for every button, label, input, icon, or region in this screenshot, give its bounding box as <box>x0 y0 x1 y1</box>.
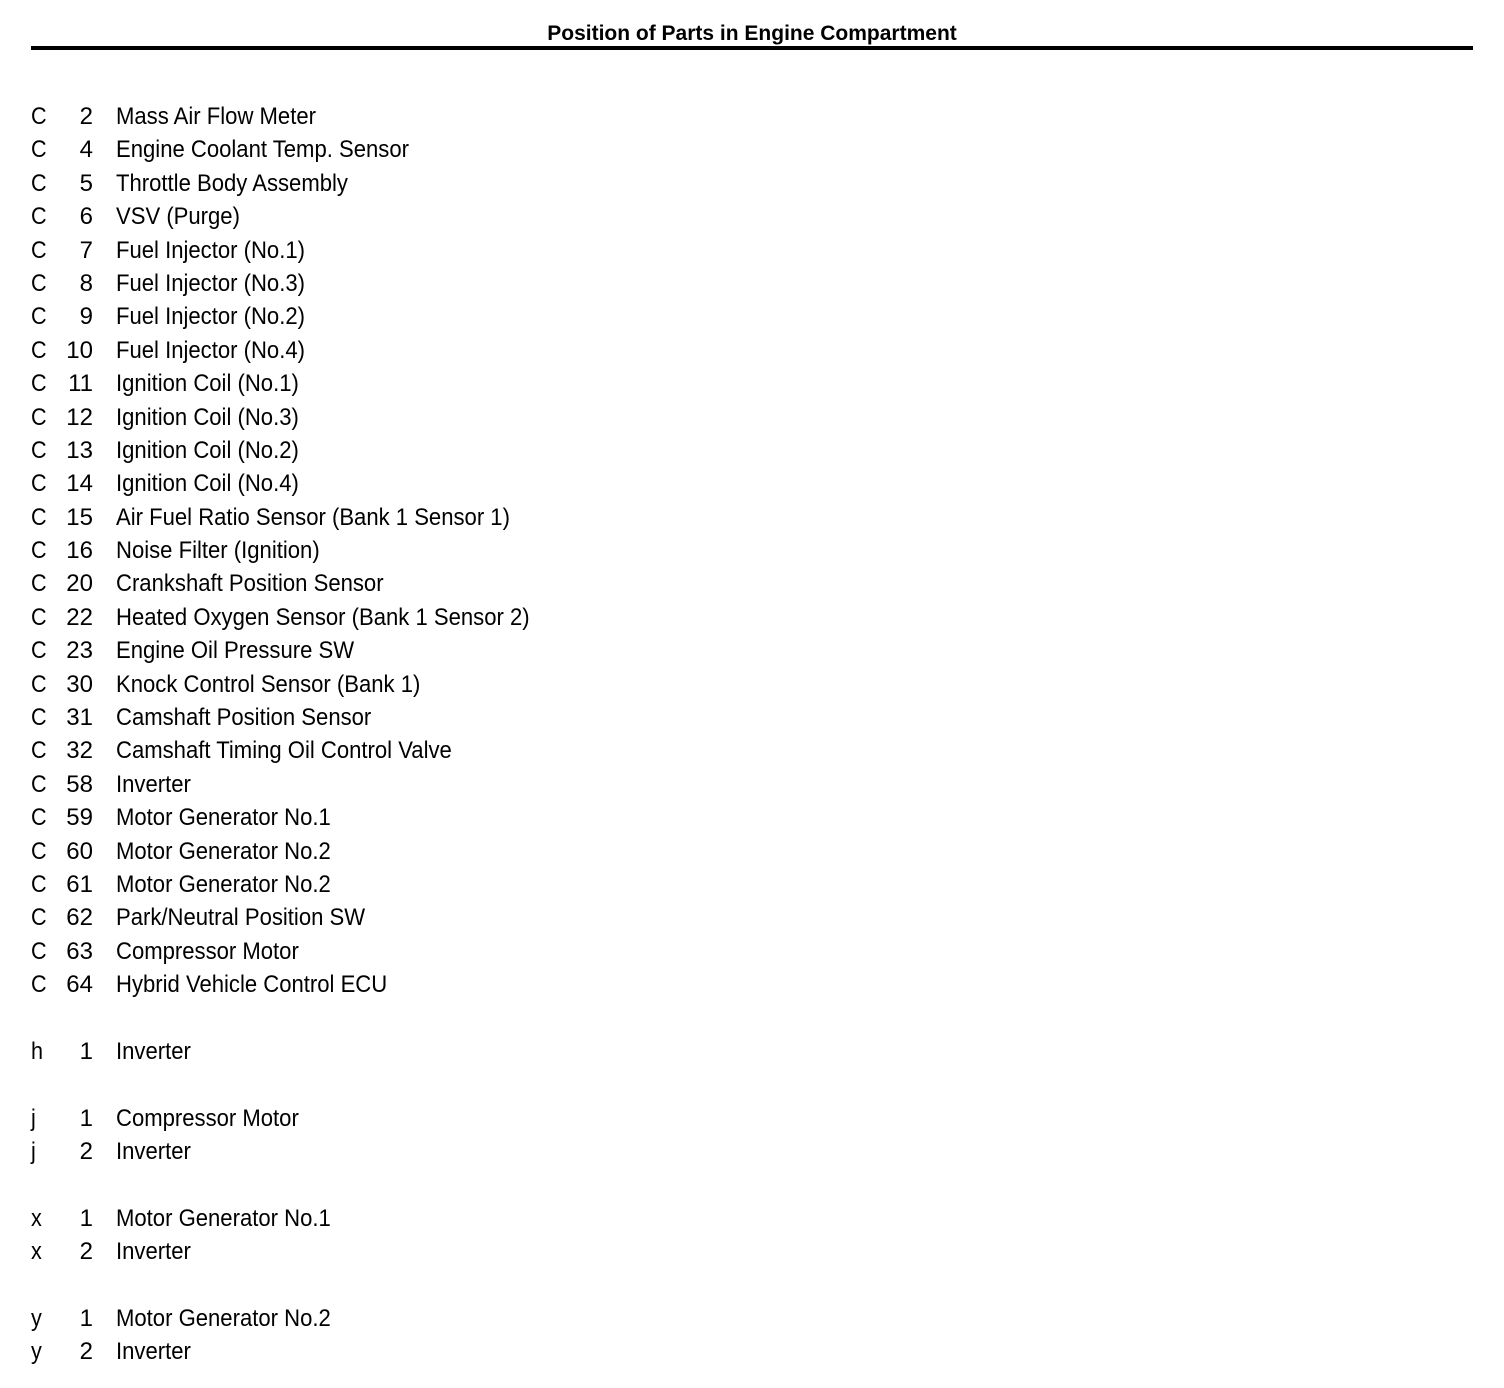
connector-code: C <box>31 904 47 932</box>
connector-number: 7 <box>79 236 93 264</box>
connector-number: 13 <box>66 436 93 464</box>
connector-code: C <box>31 470 47 498</box>
list-item <box>31 734 931 767</box>
part-name: Fuel Injector (No.2) <box>116 303 305 331</box>
connector-code: C <box>31 303 47 331</box>
list-item <box>31 401 931 434</box>
part-name: Compressor Motor <box>116 1104 299 1132</box>
list-item <box>31 234 931 267</box>
connector-code: C <box>31 837 47 865</box>
list-item <box>31 835 931 868</box>
connector-number: 2 <box>79 1338 93 1366</box>
connector-number: 30 <box>66 670 93 698</box>
connector-code: C <box>31 770 47 798</box>
list-item <box>31 567 931 600</box>
part-name: Fuel Injector (No.1) <box>116 236 305 264</box>
connector-number: 15 <box>66 503 93 531</box>
part-name: Motor Generator No.1 <box>116 804 331 832</box>
connector-number: 58 <box>66 770 93 798</box>
list-item <box>31 701 931 734</box>
connector-number: 2 <box>79 103 93 130</box>
list-item <box>31 367 931 400</box>
list-item <box>31 1135 931 1168</box>
connector-code: C <box>31 971 47 999</box>
connector-code: C <box>31 336 47 364</box>
part-name: Heated Oxygen Sensor (Bank 1 Sensor 2) <box>116 603 530 631</box>
connector-number: 20 <box>66 570 93 598</box>
part-name: Hybrid Vehicle Control ECU <box>116 971 388 999</box>
connector-code: x <box>31 1204 42 1232</box>
list-item <box>31 601 931 634</box>
part-name: Camshaft Position Sensor <box>116 704 372 732</box>
list-item <box>31 801 931 834</box>
list-item <box>31 1302 931 1335</box>
connector-number: 1 <box>79 1305 93 1333</box>
list-item <box>31 1335 931 1368</box>
connector-number: 12 <box>66 403 93 431</box>
list-item <box>31 300 931 333</box>
connector-number: 4 <box>79 136 93 164</box>
part-name: Ignition Coil (No.4) <box>116 470 299 498</box>
connector-number: 63 <box>66 937 93 965</box>
connector-number: 64 <box>66 971 93 999</box>
part-name: Motor Generator No.1 <box>116 1204 331 1232</box>
connector-code: C <box>31 670 47 698</box>
connector-code: C <box>31 136 47 164</box>
list-item <box>31 267 931 300</box>
connector-code: C <box>31 570 47 598</box>
part-name: Camshaft Timing Oil Control Valve <box>116 737 452 765</box>
list-item <box>31 1102 931 1135</box>
connector-number: 11 <box>68 370 93 398</box>
list-item <box>31 1035 931 1068</box>
connector-code: C <box>31 236 47 264</box>
list-item <box>31 334 931 367</box>
connector-number: 60 <box>66 837 93 865</box>
part-name: Inverter <box>116 1037 191 1065</box>
part-name: Throttle Body Assembly <box>116 169 348 197</box>
list-item <box>31 200 931 233</box>
connector-number: 62 <box>66 904 93 932</box>
connector-number: 1 <box>79 1104 93 1132</box>
connector-code: h <box>31 1037 44 1065</box>
list-item <box>31 634 931 667</box>
part-name: Inverter <box>116 1338 191 1366</box>
connector-number: 10 <box>66 336 93 364</box>
connector-code: x <box>31 1238 42 1266</box>
connector-code: j <box>31 1138 36 1166</box>
list-item <box>31 133 931 166</box>
list-item <box>31 167 931 200</box>
part-name: Engine Oil Pressure SW <box>116 637 355 665</box>
connector-number: 2 <box>79 1138 93 1166</box>
connector-number: 1 <box>79 1204 93 1232</box>
connector-code: C <box>31 436 47 464</box>
connector-code: y <box>31 1305 42 1333</box>
connector-code: j <box>31 1104 36 1132</box>
part-name: Compressor Motor <box>116 937 299 965</box>
page-title: Position of Parts in Engine Compartment <box>547 22 957 45</box>
part-name: Crankshaft Position Sensor <box>116 570 384 598</box>
connector-code: C <box>31 804 47 832</box>
list-item <box>31 868 931 901</box>
list-item <box>31 1202 931 1235</box>
connector-code: C <box>31 870 47 898</box>
connector-number: 16 <box>66 537 93 565</box>
connector-number: 1 <box>79 1037 93 1065</box>
part-name: Ignition Coil (No.2) <box>116 436 299 464</box>
connector-number: 2 <box>79 1238 93 1266</box>
part-name: Mass Air Flow Meter <box>116 103 316 130</box>
connector-code: C <box>31 103 47 130</box>
connector-code: C <box>31 737 47 765</box>
connector-code: C <box>31 603 47 631</box>
list-item <box>31 668 931 701</box>
connector-code: C <box>31 704 47 732</box>
part-name: Ignition Coil (No.3) <box>116 403 299 431</box>
list-item <box>31 901 931 934</box>
title-rule <box>31 46 1473 50</box>
connector-code: C <box>31 637 47 665</box>
list-item <box>31 501 931 534</box>
part-name: Noise Filter (Ignition) <box>116 537 320 565</box>
connector-number: 61 <box>66 870 93 898</box>
connector-code: C <box>31 537 47 565</box>
connector-code: y <box>31 1338 42 1366</box>
part-name: VSV (Purge) <box>116 203 240 231</box>
connector-number: 23 <box>66 637 93 665</box>
connector-number: 6 <box>79 203 93 231</box>
list-item <box>31 534 931 567</box>
part-name: Motor Generator No.2 <box>116 870 331 898</box>
part-name: Fuel Injector (No.4) <box>116 336 305 364</box>
list-item <box>31 434 931 467</box>
part-name: Inverter <box>116 1138 191 1166</box>
connector-code: C <box>31 370 47 398</box>
part-name: Knock Control Sensor (Bank 1) <box>116 670 421 698</box>
list-item <box>31 100 931 133</box>
connector-number: 59 <box>66 804 93 832</box>
part-name: Park/Neutral Position SW <box>116 904 366 932</box>
part-name: Motor Generator No.2 <box>116 837 331 865</box>
connector-code: C <box>31 269 47 297</box>
part-name: Air Fuel Ratio Sensor (Bank 1 Sensor 1) <box>116 503 510 531</box>
connector-code: C <box>31 169 47 197</box>
connector-code: C <box>31 937 47 965</box>
part-name: Inverter <box>116 1238 191 1266</box>
connector-code: C <box>31 503 47 531</box>
list-item <box>31 768 931 801</box>
part-name: Motor Generator No.2 <box>116 1305 331 1333</box>
connector-number: 31 <box>66 704 93 732</box>
connector-number: 9 <box>79 303 93 331</box>
part-name: Engine Coolant Temp. Sensor <box>116 136 409 164</box>
connector-number: 32 <box>66 737 93 765</box>
list-item <box>31 1235 931 1268</box>
part-name: Fuel Injector (No.3) <box>116 269 305 297</box>
connector-number: 5 <box>79 169 93 197</box>
connector-number: 22 <box>66 603 93 631</box>
connector-number: 14 <box>66 470 93 498</box>
part-name: Inverter <box>116 770 191 798</box>
parts-list <box>31 100 931 1369</box>
connector-code: C <box>31 203 47 231</box>
part-name: Ignition Coil (No.1) <box>116 370 299 398</box>
list-item <box>31 467 931 500</box>
connector-code: C <box>31 403 47 431</box>
connector-number: 8 <box>79 269 93 297</box>
list-item <box>31 935 931 968</box>
list-item <box>31 968 931 1001</box>
